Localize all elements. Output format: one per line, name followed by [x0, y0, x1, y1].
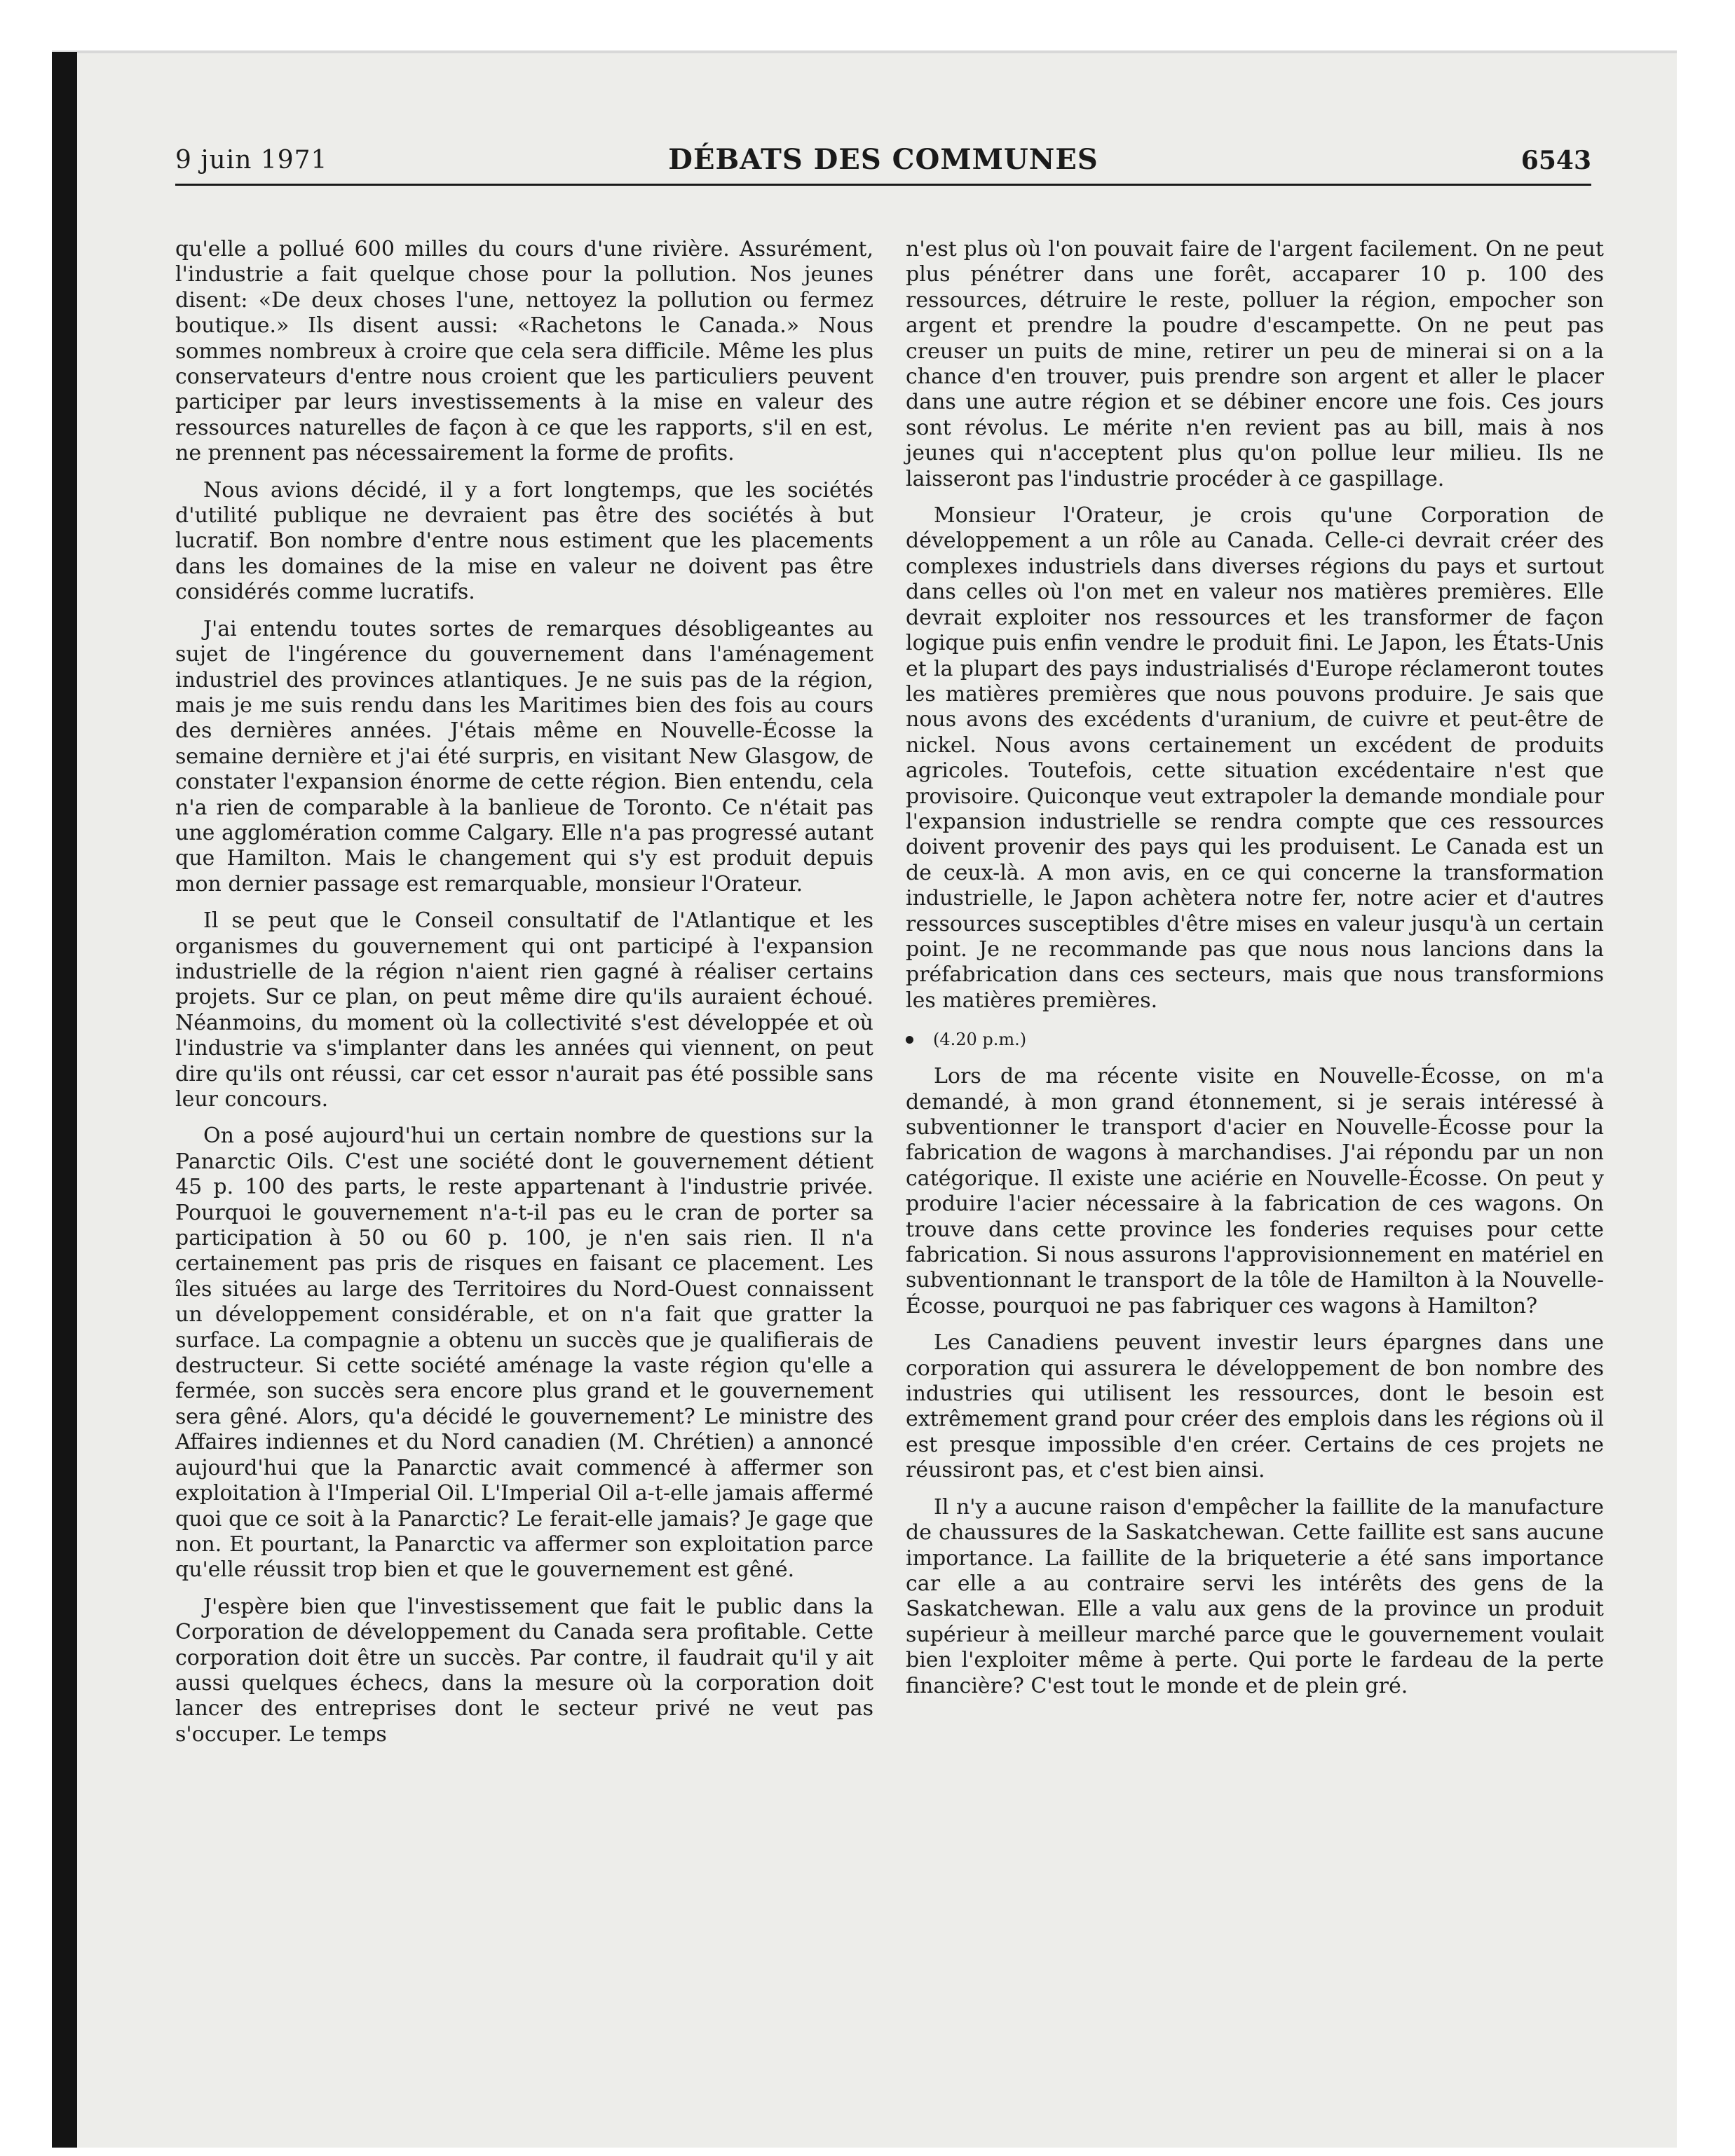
time-marker: [906, 1029, 1604, 1050]
paragraph: J'ai entendu toutes sortes de remarques désobligeantes au sujet de l'ingérence du gouvernement dans l'aménagement industriel des provinces atlantiques. Je ne suis pas de la région, mais je me suis rendu dans les Maritimes bien des fois au cours des dernières années. J'étais même en Nouvelle-Écosse la semaine dernière et j'ai été surpris, en visitant New Glasgow, de constater l'expansion énorme de cette région. Bien entendu, cela n'a rien de comparable à la banlieue de Toronto. Ce n'était pas une agglomération comme Calgary. Elle n'a pas progressé autant que Hamilton. Mais le changement qui s'y est produit depuis mon dernier passage est remarquable, monsieur l'Orateur.: [175, 616, 873, 896]
time-marker-text: (4.20 p.m.): [933, 1030, 1027, 1050]
paragraph: Il se peut que le Conseil consultatif de l'Atlantique et les organismes du gouvernement qui ont participé à l'expansion industrielle de la région n'aient rien gagné à réaliser certains projets. Sur ce plan, on peut même dire qu'ils auraient échoué. Néanmoins, du moment où la collectivité s'est développée et où l'industrie va s'implanter dans les années qui viennent, on peut dire qu'ils ont réussi, car cet essor n'aurait pas été possible sans leur concours.: [175, 908, 873, 1112]
paragraph: n'est plus où l'on pouvait faire de l'argent facilement. On ne peut plus pénétrer dans une forêt, accaparer 10 p. 100 des ressources, détruire le reste, polluer la région, empocher son argent et prendre la poudre d'escampette. On ne peut pas creuser un puits de mine, retirer un peu de minerai si on a la chance d'en trouver, puis prendre son argent et aller le placer dans une autre région et se débiner encore une fois. Ces jours sont révolus. Le mérite n'en revient pas au bill, mais à nos jeunes qui n'acceptent plus qu'on pollue leur milieu. Ils ne laisseront pas l'industrie procéder à ce gaspillage.: [906, 237, 1604, 491]
left-column: [175, 237, 873, 1759]
paragraph: Lors de ma récente visite en Nouvelle-Écosse, on m'a demandé, à mon grand étonnement, si je serais intéressé à subventionner le transport d'acier en Nouvelle-Écosse pour la fabrication de wagons à marchandises. J'ai répondu par un non catégorique. Il existe une aciérie en Nouvelle-Écosse. On peut y produire l'acier nécessaire à la fabrication de ces wagons. On trouve dans cette province les fonderies requises pour cette fabrication. Si nous assurons l'approvisionnement en matériel en subventionnant le transport de la tôle de Hamilton à la Nouvelle-Écosse, pourquoi ne pas fabriquer ces wagons à Hamilton?: [906, 1064, 1604, 1318]
paragraph: Il n'y a aucune raison d'empêcher la faillite de la manufacture de chaussures de la Saskatchewan. Cette faillite est sans aucune importance. La faillite de la briqueterie a été sans importance car elle a au contraire servi les intérêts des gens de la Saskatchewan. Elle a valu aux gens de la province un produit supérieur à meilleur marché parce que le gouvernement voulait bien l'exploiter même à perte. Qui porte le fardeau de la perte financière? C'est tout le monde et de plein gré.: [906, 1494, 1604, 1698]
bullet-icon: [906, 1036, 913, 1044]
paragraph: Monsieur l'Orateur, je crois qu'une Corporation de développement a un rôle au Canada. Celle-ci devrait créer des complexes industriels dans diverses régions du pays et surtout dans celles où l'on met en valeur nos matières premières. Elle devrait exploiter nos ressources et les transformer de façon logique puis enfin vendre le produit fini. Le Japon, les États-Unis et la plupart des pays industrialisés d'Europe réclameront toutes les matières premières que nous pouvons produire. Je sais que nous avons des excédents d'uranium, de cuivre et peut-être de nickel. Nous avons certainement un excédent de produits agricoles. Toutefois, cette situation excédentaire n'est que provisoire. Quiconque veut extrapoler la demande mondiale pour l'expansion industrielle se rendra compte que ces ressources doivent provenir des pays qui les produisent. Le Canada est un de ceux-là. A mon avis, en ce qui concerne la transformation industrielle, le Japon achètera notre fer, notre acier et d'autres ressources susceptibles d'être mises en valeur jusqu'à un certain point. Je ne recommande pas que nous nous lancions dans la préfabrication dans ces secteurs, mais que nous transformions les matières premières.: [906, 503, 1604, 1013]
running-header: [175, 140, 1591, 182]
header-date: 9 juin 1971: [175, 146, 328, 175]
right-column: [906, 237, 1604, 1710]
header-title: DÉBATS DES COMMUNES: [668, 143, 1098, 176]
scan-binding-edge: [52, 52, 77, 2148]
header-page-number: 6543: [1520, 146, 1591, 175]
header-rule: [175, 184, 1591, 186]
paragraph: J'espère bien que l'investissement que fait le public dans la Corporation de développement du Canada sera profitable. Cette corporation doit être un succès. Par contre, il faudrait qu'il y ait aussi quelques échecs, dans la mesure où la corporation doit lancer des entreprises dont le secteur privé ne veut pas s'occuper. Le temps: [175, 1594, 873, 1747]
paragraph: On a posé aujourd'hui un certain nombre de questions sur la Panarctic Oils. C'est une société dont le gouvernement détient 45 p. 100 des parts, le reste appartenant à l'industrie privée. Pourquoi le gouvernement n'a-t-il pas eu le cran de porter sa participation à 50 ou 60 p. 100, je n'en sais rien. Il n'a certainement pas pris de risques en faisant ce placement. Les îles situées au large des Territoires du Nord-Ouest connaissent un développement considérable, et on n'a fait que gratter la surface. La compagnie a obtenu un succès que je qualifierais de destructeur. Si cette société aménage la vaste région qu'elle a fermée, son succès sera encore plus grand et le gouvernement sera gêné. Alors, qu'a décidé le gouvernement? Le ministre des Affaires indiennes et du Nord canadien (M. Chrétien) a annoncé aujourd'hui que la Panarctic avait commencé à affermer son exploitation à l'Imperial Oil. L'Imperial Oil a-t-elle jamais affermé quoi que ce soit à la Panarctic? Le ferait-elle jamais? Je gage que non. Et pourtant, la Panarctic va affermer son exploitation parce qu'elle réussit trop bien et que le gouvernement est gêné.: [175, 1124, 873, 1583]
paragraph: Nous avions décidé, il y a fort longtemps, que les sociétés d'utilité publique ne devraient pas être des sociétés à but lucratif. Bon nombre d'entre nous estiment que les placements dans les domaines de la mise en valeur ne doivent pas être considérés comme lucratifs.: [175, 477, 873, 605]
paragraph: Les Canadiens peuvent investir leurs épargnes dans une corporation qui assurera le développement de bon nombre des industries qui utilisent les ressources, dont le besoin est extrêmement grand pour créer des emplois dans les régions où il est presque impossible d'en créer. Certains de ces projets ne réussiront pas, et c'est bien ainsi.: [906, 1330, 1604, 1483]
paragraph: qu'elle a pollué 600 milles du cours d'une rivière. Assurément, l'industrie a fait quelque chose pour la pollution. Nos jeunes disent: «De deux choses l'une, nettoyez la pollution ou fermez boutique.» Ils disent aussi: «Rachetons le Canada.» Nous sommes nombreux à croire que cela sera difficile. Même les plus conservateurs d'entre nous croient que les particuliers peuvent participer par leurs investissements à la mise en valeur des ressources naturelles de façon à ce que les rapports, s'il en est, ne prennent pas nécessairement la forme de profits.: [175, 237, 873, 466]
